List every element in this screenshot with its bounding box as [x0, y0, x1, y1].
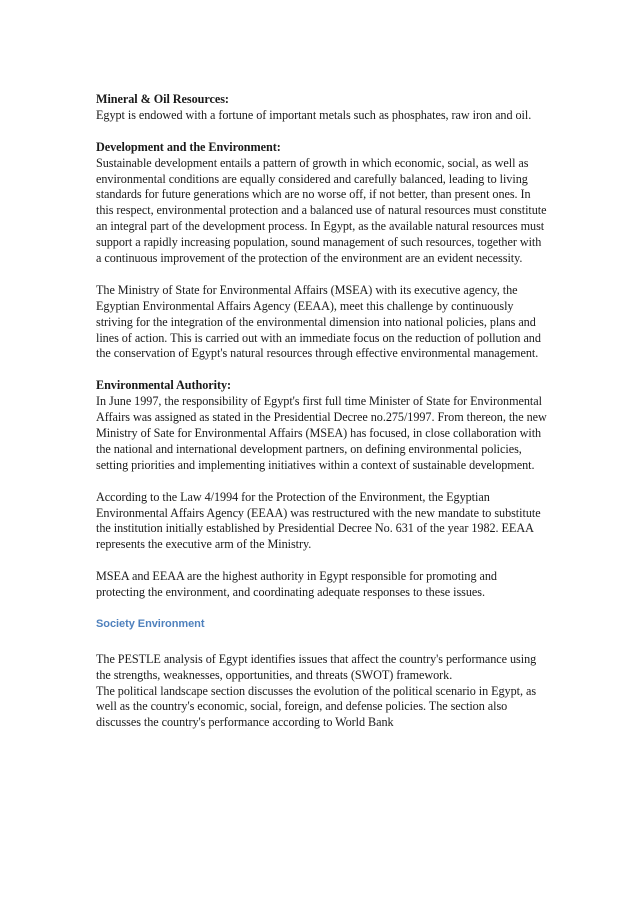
pestle-paragraph: The PESTLE analysis of Egypt identifies issues that affect the country's performance using the strengths, weaknesses, opportunities, and threats (SWOT) framework. — [96, 651, 537, 682]
authority-section — [96, 378, 548, 473]
mineral-paragraph: Egypt is endowed with a fortune of important metals such as phosphates, raw iron and oil. — [96, 107, 532, 122]
development-section — [96, 140, 548, 267]
authority-paragraph: In June 1997, the responsibility of Egypt's first full time Minister of State for Environmental Affairs was assigned as stated in the Presidential Decree no.275/1997. From thereon, the new Ministry of Sate for Environmental Affairs (MSEA) has focused, in close collaboration with the national and international development partners, on defining environmental policies, setting priorities and implementing initiatives within a context of sustainable development. — [96, 394, 547, 472]
mineral-heading: Mineral & Oil Resources: — [96, 92, 229, 106]
society-environment-title: Society Environment — [96, 617, 205, 630]
authority-heading: Environmental Authority: — [96, 378, 232, 393]
development-paragraph: Sustainable development entails a pattern of growth in which economic, social, as well as environmental conditions are equally considered and carefully balanced, leading to living standards for future generations which are no worse off, if not better, than present ones. In this respect, environmental protection and a balanced use of natural resources must constitute an integral part of the development process. In Egypt, as the available natural resources must support a rapidly increasing population, sound management of such resources, together with a continuous improvement of the protection of the environment are an evident necessity. — [96, 155, 547, 266]
highest-authority-paragraph: MSEA and EEAA are the highest authority in Egypt responsible for promoting and protecting the environment, and coordinating adequate responses to these issues. — [96, 569, 497, 600]
political-landscape-paragraph: The political landscape section discusses the evolution of the political scenario in Egypt, as well as the country's economic, social, foreign, and defense policies. The section also discusses the country's performance according to World Bank — [96, 683, 537, 730]
law-paragraph: According to the Law 4/1994 for the Protection of the Environment, the Egyptian Environmental Affairs Agency (EEAA) was restructured with the new mandate to substitute the institution initially established by Presidential Decree No. 631 of the year 1982. EEAA represents the executive arm of the Ministry. — [96, 489, 541, 552]
mineral-section — [96, 92, 548, 124]
law-section — [96, 490, 548, 554]
highest-authority-section — [96, 569, 548, 601]
development-heading: Development and the Environment: — [96, 139, 281, 154]
msea-section — [96, 283, 548, 363]
document-page — [96, 92, 548, 731]
msea-paragraph: The Ministry of State for Environmental Affairs (MSEA) with its executive agency, the Egyptian Environmental Affairs Agency (EEAA), meet this challenge by continuously striving for the integration of the environmental dimension into national policies, plans and lines of action. This is carried out with an immediate focus on the reduction of pollution and the conservation of Egypt's natural resources through effective environmental management. — [96, 282, 541, 361]
